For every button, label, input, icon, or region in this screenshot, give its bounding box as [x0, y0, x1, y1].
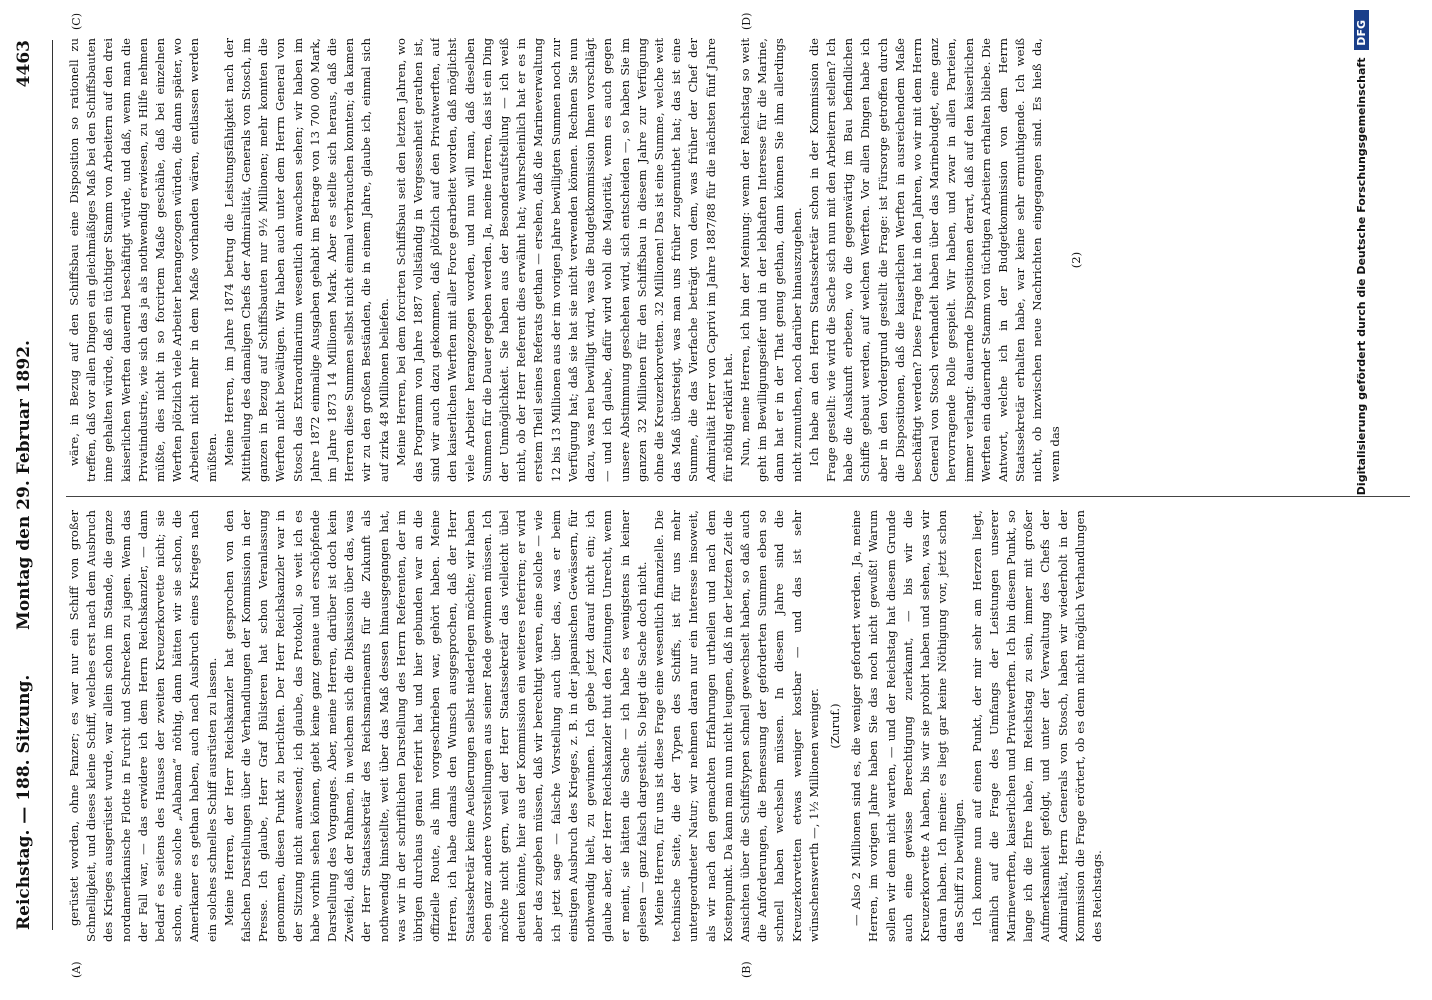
header-session: Reichstag. — 188. Sitzung. — [14, 674, 34, 930]
page-number: 4463 — [14, 40, 34, 88]
paragraph: Meine Herren, im Jahre 1874 betrug die Leistungsfähigkeit nach der Mittheilung des damaligen Chefs der Admiralität, Generals von Stosch, im ganzen in Bezug auf Schiffsbauten nur 9½ Millionen; mehr konnten die Werften nicht bewältigen. Wir haben auch unter dem Herrn General von Stosch das Extraordinarium wesentlich anwachsen sehen; wir haben im Jahre 1872 einmalige Ausgaben gehabt im Betrage von 13 700 000 Mark, im Jahre 1873 14 Millionen Mark. Aber es stellte sich heraus, daß die Herren diese Summen selbst nicht einmal verbrauchen konnten; da kamen wir zu den großen Beständen, die in einem Jahre, glaube ich, einmal sich auf zirka 48 Millionen beliefen. — [221, 38, 391, 482]
interjection: (Zuruf.) — [827, 703, 842, 749]
paragraph: Meine Herren, der Herr Reichskanzler hat gesprochen von den falschen Darstellungen über die Verhandlungen der Kommission in der Presse. Ich glaube, Herr Graf Bülsteren hat schon Veranlassung genommen, diesen Punkt zu berichten. Der Herr Reichskanzler war in der Sitzung nicht anwesend; ich glaube, das Protokoll, so weit ich es habe vorhin sehen können, giebt keine ganz genaue und erschöpfende Darstellung des Vorganges. Aber, meine Herren, darüber ist doch kein Zweifel, daß der Rahmen, in welchem sich die Diskussion über das, was der Herr Staatssekretär des Reichsmarineamts für die Zukunft als nothwendig hinstellte, weit über das Maß dessen hinausgegangen hat, was wir in der schriftlichen Darstellung des Herrn Referenten, der im übrigen durchaus genau referirt hat und hier gebunden war an die offizielle Route, als ihm vorgeschrieben war, gehört haben. Meine Herren, ich habe damals den Wunsch ausgesprochen, daß der Herr Staatssekretär keine Aeußerungen selbst niederlegen möchte; wir haben eben ganz andere Vorstellungen aus seiner Rede gewinnen müssen. Ich möchte nicht gern, weil der Herr Staatssekretär das vielleicht übel deuten könnte, hier aus der Kommission ein weiteres referiren; er wird aber das zugeben müssen, daß wir berechtigt waren, eine solche — wie ich jetzt sage — falsche Vorstellung auch über das, was er beim einstigen Ausbruch des Krieges, z. B. in der japanischen Gewässern, für nothwendig hielt, zu gewinnen. Ich gebe jetzt darauf nicht ein; ich glaube aber, der Herr Reichskanzler thut den Zeitungen Unrecht, wenn er meint, sie hätten die Sache — ich habe es wenigstens in keiner gelesen — ganz falsch dargestellt. So liegt die Sache doch nicht. — [221, 510, 649, 942]
paragraph: Meine Herren, bei dem forcirten Schiffsbau seit den letzten Jahren, wo das Programm von Jahre 1887 vollständig in Vergessenheit gerathen ist, sind wir auch dazu gekommen, daß plötzlich auf den Privatwerften, auf den kaiserlichen Werften mit aller Force gearbeitet worden, daß möglichst viele Arbeiter herangezogen worden, und nun will man, daß dieselben Summen für die Dauer gegeben werden. Ja, meine Herren, das ist ein Ding der Unmöglichkeit. Sie haben aus der Besonderaufstellung — ich weiß nicht, ob der Herr Referent dies erwähnt hat; wahrscheinlich hat er es in erstem Theil seines Referats gethan — ersehen, daß die Marineverwaltung 12 bis 13 Millionen aus der im vorigen Jahre bewilligten Summen noch zur Verfügung hat; daß sie hat sie nicht verwenden können. Rechnen Sie nun dazu, was neu bewilligt wird, was die Budgetkommission Ihnen vorschlägt — und ich glaube, dafür wird wohl die Majorität, wenn es auch gegen unsere Abstimmung geschehen wird, sich entscheiden —, so haben Sie im ganzen 32 Millionen für den Schiffsbau in diesem Jahre zur Verfügung ohne die Kreuzerkorvetten. 32 Millionen! Das ist eine Summe, welche weit das Maß übersteigt, was man uns früher zugemuthet hat; das ist eine Summe, die das Vierfache beträgt von dem, was früher der Chef der Admiralität Herr von Caprivi im Jahre 1887/88 für die nächsten fünf Jahre für nöthig erklärt hat. — [393, 38, 735, 482]
credit-text: Digitalisierung gefördert durch die Deutsche Forschungsgemeinschaft — [1355, 57, 1368, 496]
left-text-column — [66, 510, 1410, 942]
column-divider — [66, 496, 1410, 497]
digitization-credit — [1355, 0, 1405, 1000]
margin-marker-b: (B) — [740, 961, 753, 978]
margin-marker-c: (C) — [70, 13, 83, 30]
margin-marker-d: (D) — [740, 12, 753, 30]
page-header — [14, 40, 53, 930]
sheet-number: (2) — [1068, 251, 1083, 269]
paragraph: Ich komme nun auf einen Punkt, der mir sehr am Herzen liegt, nämlich auf die Frage des Umfangs der Leistungen unserer Marinewerften, kaiserlichen und Privatwerften. Ich bin diesem Punkt, so lange ich die Ehre habe, im Reichstag zu sein, immer mit großer Aufmerksamkeit gefolgt, und unter der Verwaltung des Chefs der Admiralität, Herrn Generals von Stosch, haben wir wiederholt in der Kommission die Frage erörtert, ob es denn nicht möglich Verhandlungen des Reichstags. — [969, 510, 1104, 942]
paragraph: — Also 2 Millionen sind es, die weniger gefordert werden. Ja, meine Herren, im vorigen Jahre haben Sie das noch nicht gewußt! Warum sollen wir denn nicht warten, — und der Reichstag hat diesem Grunde auch eine gewisse Berechtigung zuerkannt, — bis wir die Kreuzerkorvette A haben, bis wir sie probirt haben und sehen, was wir daran haben. Ich meine: es liegt gar keine Nöthigung vor, jetzt schon das Schiff zu bewilligen. — [849, 510, 967, 942]
paragraph: Nun, meine Herren, ich bin der Meinung: wenn der Reichstag so weit geht im Bewilligungseifer und in der lebhaften Interesse für die Marine, dann hat er in der That genug gethan, dann können Sie ihm allerdings nicht zumuthen, noch darüber hinauszugehen. — [737, 38, 804, 482]
margin-marker-a: (A) — [70, 961, 83, 978]
paragraph: gerüstet worden, ohne Panzer; es war nur ein Schiff von großer Schnelligkeit, und dieses kleine Schiff, welches erst nach dem Ausbruch des Krieges ausgerüstet wurde, war allein schon im Stande, die ganze nordamerikanische Flotte in Furcht und Schrecken zu jagen. Wenn das der Fall war, — das erwidere ich dem Herrn Reichskanzler, — dann bedarf es seitens des Hauses der zweiten Kreuzerkorvette nicht; sie schon, eine solche „Alabama“ nöthig, dann hätten wir sie schon, die Amerikaner es gethan haben, auch nach Ausbruch eines Krieges nach ein solches schnelles Schiff ausrüsten zu lassen. — [67, 510, 219, 942]
paragraph: wäre, in Bezug auf den Schiffsbau eine Disposition so rationell zu treffen, daß vor allen Dingen ein gleichmäßiges Maß bei den Schiffsbauten inne gehalten würde, daß ein tüchtiger Stamm von Arbeitern auf den drei kaiserlichen Werften dauernd beschäftigt würde, und daß, wenn man die Privatindustrie, wie sich das ja als nothwendig erwiesen, zu Hilfe nehmen müßte, dies nicht in so forcirtem Maße geschähe, daß bei einzelnen Werften plötzlich viele Arbeiter herangezogen würden, die dann später, wo Arbeiten nicht mehr in dem Maße vorhanden wären, entlassen werden müßten. — [67, 38, 219, 482]
paragraph: Ich habe an den Herrn Staatssekretär schon in der Kommission die Frage gestellt: wie wird die Sache sich nun mit den Arbeitern stellen? Ich habe die Auskunft erbeten, wo die gegenwärtig im Bau befindlichen Schiffe gebaut werden, auf welchen Werften. Vor allen Dingen habe ich aber in den Vordergrund gestellt die Frage: ist Fürsorge getroffen durch die Dispositionen, daß die kaiserlichen Werften in ausreichendem Maße beschäftigt werden? Diese Frage hat in den Jahren, wo wir mit dem Herrn General von Stosch verhandelt haben über das Marinebudget, eine ganz hervorragende Rolle gespielt. Wir haben, und zwar in allen Parteien, immer verlangt: dauernde Dispositionen derart, daß auf den kaiserlichen Werften ein dauernder Stamm von tüchtigen Arbeitern erhalten bliebe. Die Antwort, welche ich in der Budgetkommission von dem Herrn Staatssekretär erhalten habe, war keine sehr ermuthigende. Ich weiß nicht, ob inzwischen neue Nachrichten eingegangen sind. Es hieß da, wenn das — [806, 38, 1062, 482]
paragraph: Meine Herren, für uns ist diese Frage eine wesentlich finanzielle. Die technische Seite, die der Typen des Schiffs, ist für uns mehr untergeordneter Natur; wir nehmen daran nur ein Interesse insoweit, als wir nach den gemachten Erfahrungen urtheilen und nach dem Kostenpunkt. Da kann man nun nicht leugnen, daß in der letzten Zeit die Ansichten über die Schiffstypen schnell gewechselt haben, so daß auch die Anforderungen, die Bemessung der geforderten Summen eben so schnell haben wechseln müssen. In diesem Jahre sind die Kreuzerkorvetten etwas weniger kostbar — und das ist sehr wünschenswerth —, 1½ Millionen weniger. — [651, 510, 821, 942]
right-text-column — [66, 38, 1410, 482]
header-date: Montag den 29. Februar 1892. — [14, 340, 34, 630]
dfg-logo: DFG — [1354, 10, 1369, 50]
